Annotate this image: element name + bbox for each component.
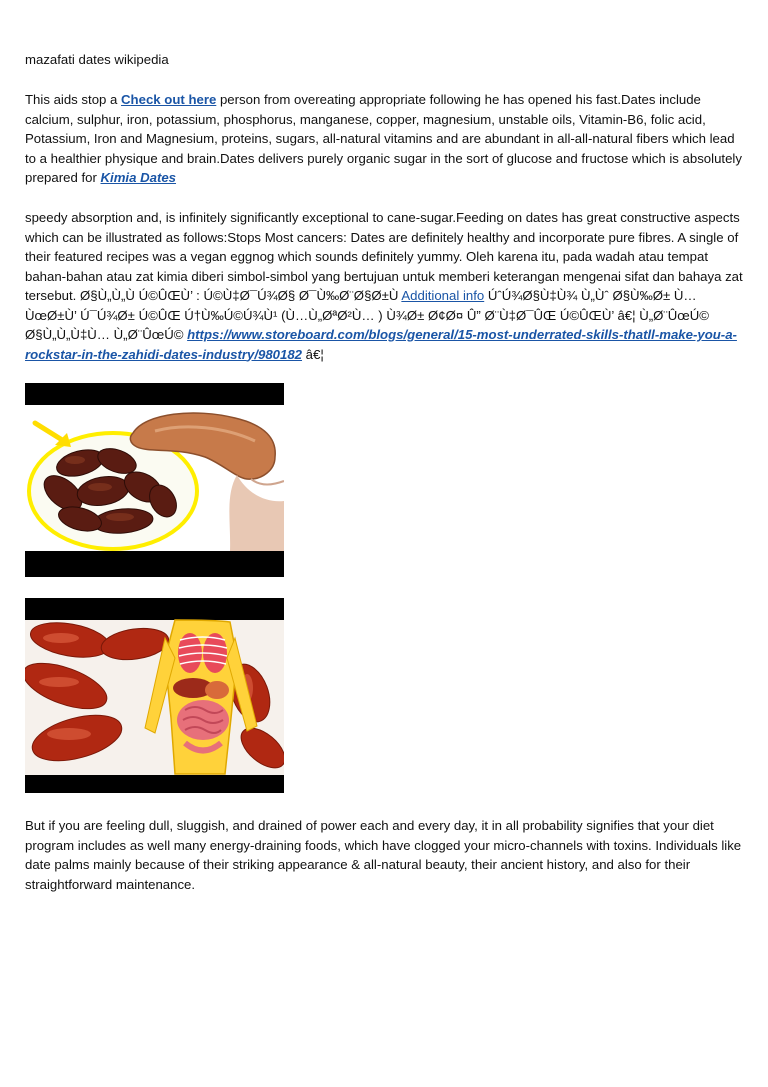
p2-text-1: speedy absorption and, is infinitely significantly exceptional to cane-sugar.Feeding on dates has great constructive aspects which can be illustrated as follows:Stops Most cancers: Dates are definitely healthy and incorporate pure fibres. A single of their featured recipes was a vegan eggnog which sounds definitely yummy. Oleh karena itu, pada wadah atau tempat bahan-bahan atau zat kimia diberi simbol-simbol yang bertujuan untuk memberi keterangan mengenai sifat dan bahaya zat tersebut. Ø§Ù„Ù„Ù Ú©ÛŒÙ’ : Ú©Ù‡Ø¯Ú¾Ø§ Ø¯Ù‰Ø¨Ø§Ø±Ù [25,210,743,303]
p2-text-3: â€¦ [302,346,324,362]
page-title: mazafati dates wikipedia [25,52,169,67]
dates-photo-2 [25,598,284,793]
dates-illustration-2 [25,598,284,793]
p1-text-1: This aids stop a [25,92,122,107]
paragraph-1 [25,90,747,188]
storeboard-link[interactable]: https://www.storeboard.com/blogs/general/15-most-underrated-skills-thatll-make-you-a-rockstar-in-the-zahidi-dates-industry/980182 [25,327,737,362]
p1-text-2: person from overeating appropriate following he has opened his fast.Dates include calcium, sulphur, iron, potassium, phosphorus, manganese, copper, magnesium, unstable oils, Vitamin-B6, folic acid, Potassium, Iron and Magnesium, proteins, sugars, all-natural vitamins and are abundant in all-all-natural fibers which lead to a healthier physique and brain.Dates delivers purely organic sugar in the sort of glucose and fructose which is absolutely prepared for [25,92,742,185]
dates-photo-1 [25,383,284,577]
paragraph-3: But if you are feeling dull, sluggish, and drained of power each and every day, it in all probability signifies that your diet program includes as well many energy-draining foods, which have clogged your micro-channels with toxins. Individuals like date palms mainly because of their striking appearance & all-natural beauty, their ancient history, and also for their straightforward maintenance. [25,818,742,892]
paragraph-2 [25,208,747,364]
dates-illustration-1 [25,383,284,577]
check-out-here-link[interactable]: Check out here [121,92,217,107]
p2-text-2: ÚˆÚ¾Ø§Ù‡Ù¾ Ù„Ùˆ Ø§Ù‰Ø± Ù…ÙœØ±Ù’ Ú¯Ú¾Ø± Ú©ÛŒ Ú†Ù‰Ú©Ú¾Ù¹ (Ù…Ù„ØªØ²Ù… ) Ù¾Ø± Ø¢Ø¤ Û” Ø¨Ù‡Ø¯ÛŒ Ú©ÛŒÙ’ â€¦ Ù„Ø¨ÛœÚ© Ø§Ù„Ù„Ù‡Ù… Ù„Ø¨ÛœÚ© [25,288,709,342]
additional-info-link[interactable]: Additional info [401,288,485,303]
kimia-dates-link[interactable]: Kimia Dates [100,170,177,185]
